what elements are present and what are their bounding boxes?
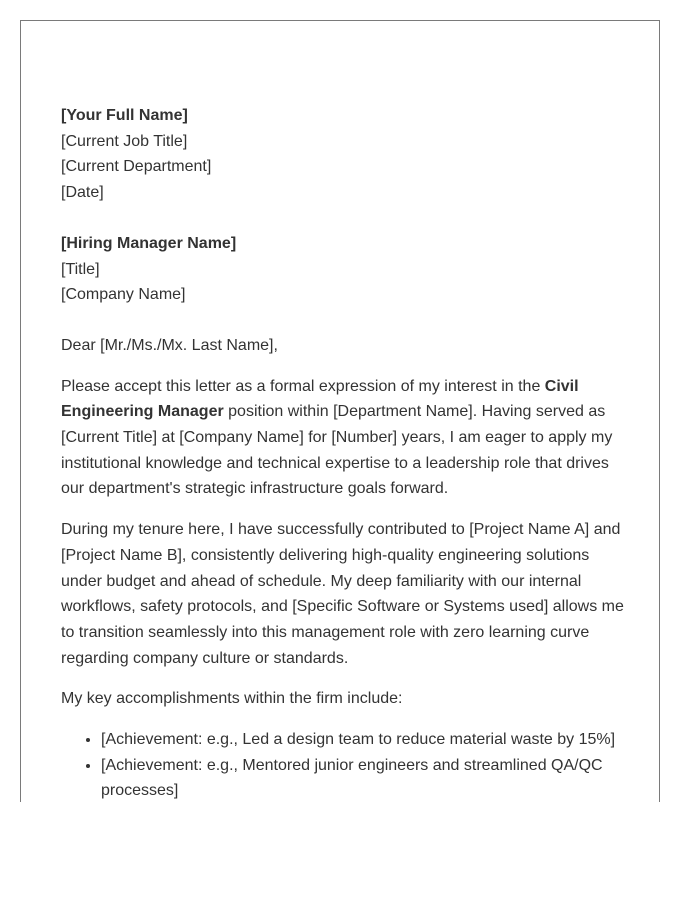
achievements-list — [61, 727, 631, 802]
recipient-company: [Company Name] — [61, 286, 186, 304]
sender-job-title: [Current Job Title] — [61, 132, 188, 150]
sender-name: [Your Full Name] — [61, 107, 188, 124]
paragraph-experience: During my tenure here, I have successfully contributed to [Project Name A] and [Project Name B], consistently delivering high-quality engineering solutions under budget and ahead of schedule. My deep familiarity with our internal workflows, safety protocols, and [Specific Software or Systems used] allows me to transition seamlessly into this management role with zero learning curve regarding company culture or standards. — [61, 521, 624, 667]
position-name: Civil Engineering Manager — [61, 377, 579, 421]
letter-body — [61, 103, 631, 802]
recipient-block — [61, 231, 631, 308]
paragraph-intro-rest: position within [Department Name]. Having served as [Current Title] at [Company Name] for [Number] years, I am eager to apply my institutional knowledge and technical expertise to a leadership role that drives our department's strategic infrastructure goals forward. — [61, 403, 613, 498]
list-item: • [Achievement: e.g., Mentored junior engineers and streamlined QA/QC processes] — [101, 753, 631, 802]
letter-page — [20, 20, 660, 802]
recipient-name: [Hiring Manager Name] — [61, 234, 237, 252]
paragraph-intro — [61, 374, 631, 503]
salutation: Dear [Mr./Ms./Mx. Last Name], — [61, 336, 278, 354]
paragraph-intro-lead: Please accept this letter as a formal expression of my interest in the — [61, 377, 545, 395]
sender-block — [61, 103, 631, 206]
paragraph-accomplishments-intro: My key accomplishments within the firm include: — [61, 690, 403, 708]
letter-date: [Date] — [61, 184, 104, 202]
sender-department: [Current Department] — [61, 158, 212, 176]
list-item: • [Achievement: e.g., Led a design team to reduce material waste by 15%] — [101, 727, 631, 753]
recipient-title: [Title] — [61, 260, 100, 278]
